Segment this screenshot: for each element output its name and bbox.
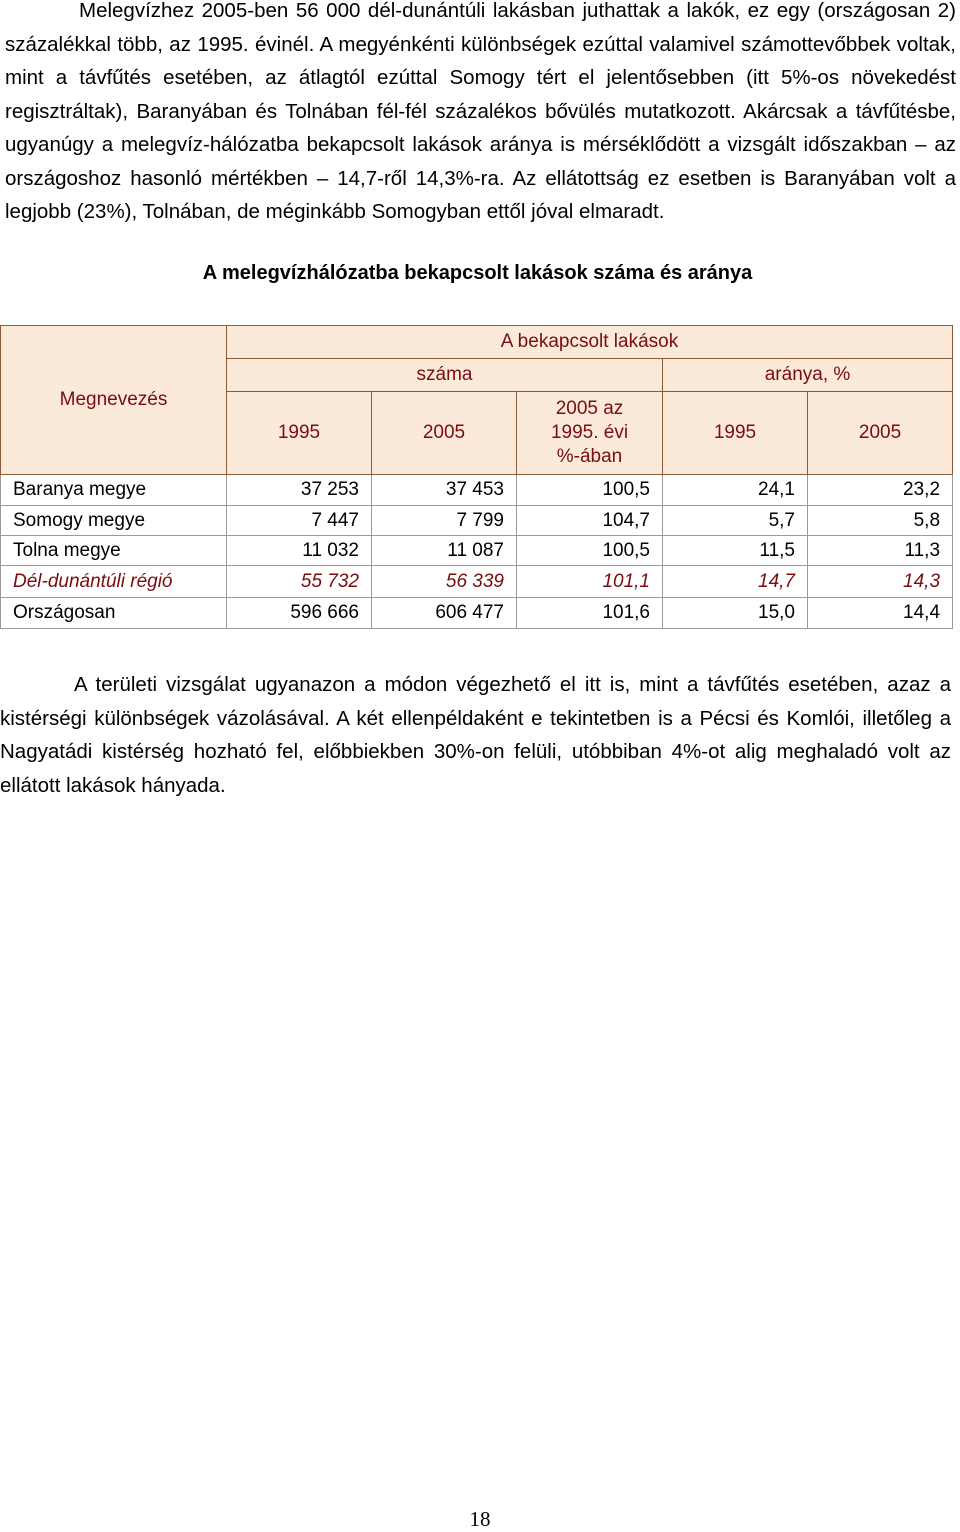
header-index: 2005 az 1995. évi %-ában <box>517 392 663 475</box>
cell-ratio-1995: 24,1 <box>663 475 808 506</box>
header-count-1995: 1995 <box>227 392 372 475</box>
cell-ratio-1995: 15,0 <box>663 598 808 629</box>
cell-index: 100,5 <box>517 536 663 566</box>
cell-ratio-2005: 5,8 <box>808 506 953 536</box>
cell-index: 101,1 <box>517 566 663 598</box>
header-count-2005: 2005 <box>372 392 517 475</box>
second-paragraph-wrap <box>0 668 951 802</box>
cell-count-2005: 37 453 <box>372 475 517 506</box>
cell-ratio-2005: 14,3 <box>808 566 953 598</box>
header-ratio-2005: 2005 <box>808 392 953 475</box>
header-szama: száma <box>227 359 663 392</box>
row-name: Baranya megye <box>1 475 227 506</box>
row-name: Tolna megye <box>1 536 227 566</box>
table-row <box>1 475 953 506</box>
cell-count-1995: 596 666 <box>227 598 372 629</box>
cell-ratio-2005: 23,2 <box>808 475 953 506</box>
header-group: A bekapcsolt lakások <box>227 326 953 359</box>
table-row <box>1 506 953 536</box>
cell-count-2005: 606 477 <box>372 598 517 629</box>
cell-ratio-1995: 11,5 <box>663 536 808 566</box>
cell-index: 101,6 <box>517 598 663 629</box>
cell-count-1995: 11 032 <box>227 536 372 566</box>
cell-count-1995: 55 732 <box>227 566 372 598</box>
cell-ratio-2005: 11,3 <box>808 536 953 566</box>
table-row <box>1 536 953 566</box>
header-ratio-1995: 1995 <box>663 392 808 475</box>
cell-ratio-1995: 14,7 <box>663 566 808 598</box>
table-row-region <box>1 566 953 598</box>
document-page <box>5 0 956 287</box>
header-megnevezes: Megnevezés <box>1 326 227 475</box>
table-header-row-1 <box>1 326 953 359</box>
cell-count-1995: 37 253 <box>227 475 372 506</box>
row-name: Dél-dunántúli régió <box>1 566 227 598</box>
cell-count-1995: 7 447 <box>227 506 372 536</box>
second-paragraph: A területi vizsgálat ugyanazon a módon végezhető el itt is, mint a távfűtés esetében, azaz a kistérségi különbségek vázolásával. A két ellenpéldaként e tekintetben is a Pécsi és Komlói, illetőleg a Nagyatádi kistérség hozható fel, előbbiekben 30%-on felüli, utóbbiban 4%-ot alig meghaladó volt az ellátott lakások hányada. <box>0 673 951 797</box>
table-row-national <box>1 598 953 629</box>
cell-ratio-1995: 5,7 <box>663 506 808 536</box>
cell-count-2005: 11 087 <box>372 536 517 566</box>
hot-water-table <box>0 325 953 629</box>
cell-index: 100,5 <box>517 475 663 506</box>
intro-paragraph: Melegvízhez 2005-ben 56 000 dél-dunántúli lakásban juthattak a lakók, ez egy (országosan 2) százalékkal több, az 1995. évinél. A megyénkénti különbségek ezúttal valamivel számottevőbbek voltak, mint a távfűtés esetében, az átlagtól ezúttal Somogy tért el jelentősebben (itt 5%-os növekedést regisztráltak), Baranyában és Tolnában fél-fél százalékos bővülés mutatkozott. Akárcsak a távfűtésbe, ugyanúgy a melegvíz-hálózatba bekapcsolt lakások aránya is mérséklődött a vizsgált időszakban – az országoshoz hasonló mértékben – 14,7-ről 14,3%-ra. Az ellátottság ez esetben is Baranyában volt a legjobb (23%), Tolnában, de méginkább Somogyban ettől jóval elmaradt. <box>5 0 956 223</box>
row-name: Somogy megye <box>1 506 227 536</box>
cell-count-2005: 7 799 <box>372 506 517 536</box>
header-aranya: aránya, % <box>663 359 953 392</box>
row-name: Országosan <box>1 598 227 629</box>
table-title: A melegvízhálózatba bekapcsolt lakások száma és aránya <box>202 261 753 284</box>
page-number: 18 <box>469 1507 491 1531</box>
cell-index: 104,7 <box>517 506 663 536</box>
cell-ratio-2005: 14,4 <box>808 598 953 629</box>
cell-count-2005: 56 339 <box>372 566 517 598</box>
